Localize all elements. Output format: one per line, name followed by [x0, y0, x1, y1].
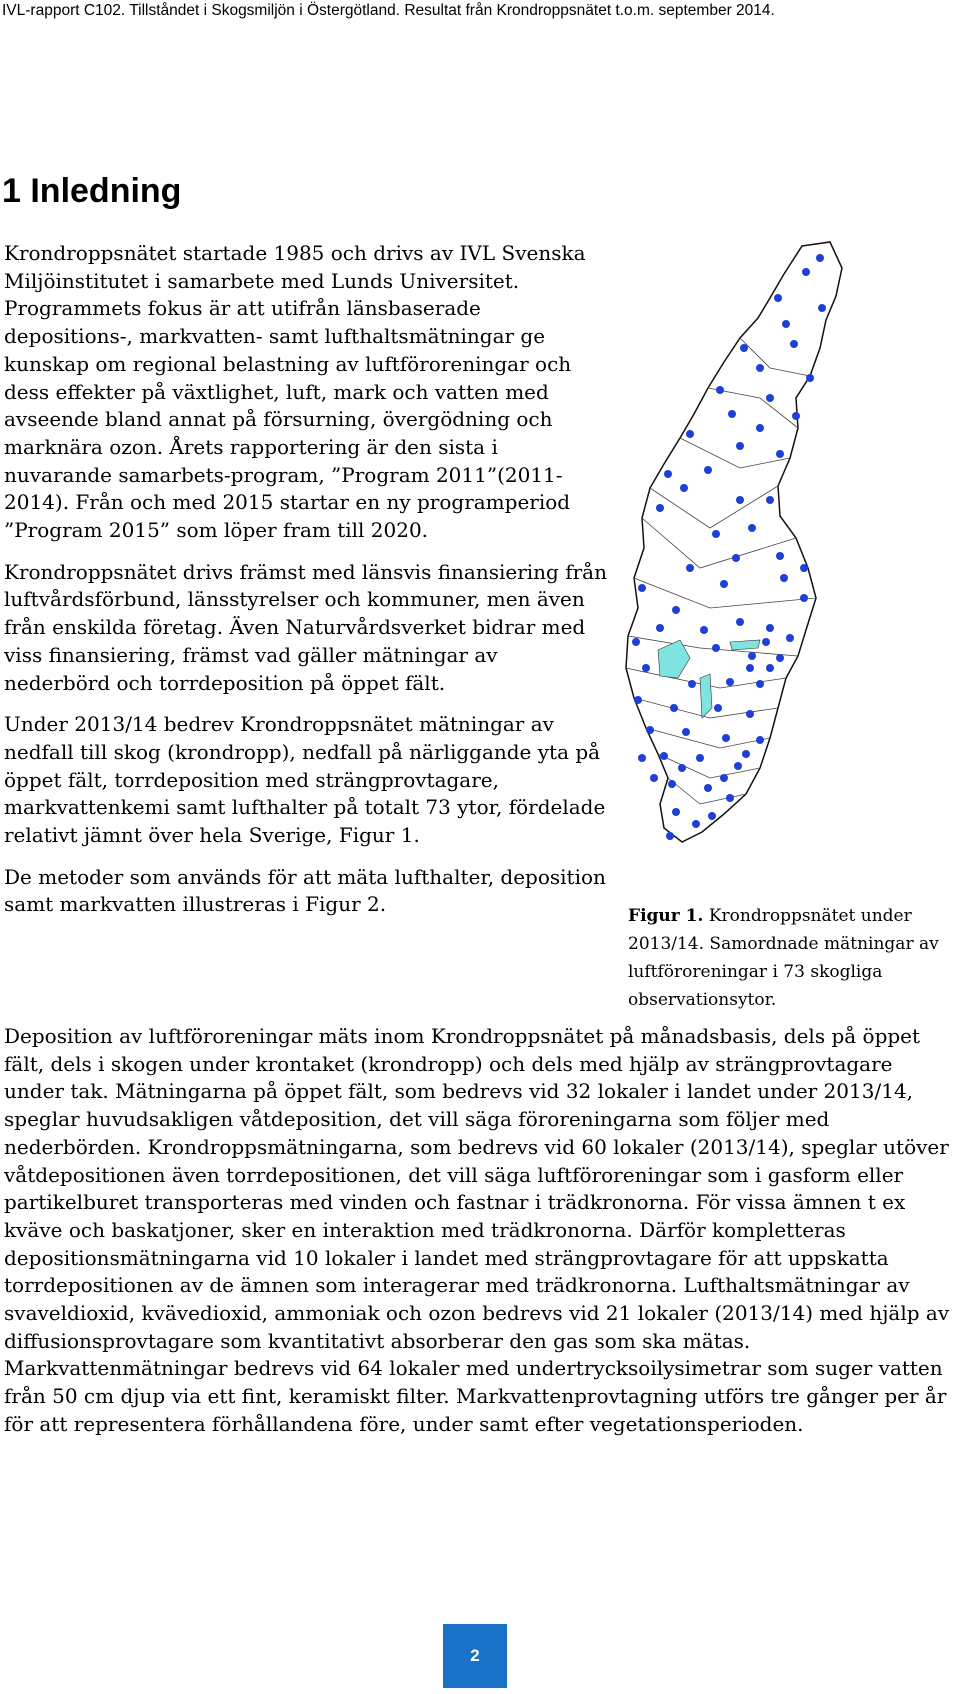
page-number: 2 [443, 1624, 507, 1688]
paragraph-methods: De metoder som används för att mäta lufthalter, deposition samt markvatten illustreras i Figur 2. [4, 864, 606, 917]
figure-label: Figur 1. [628, 906, 704, 926]
intro-column [4, 240, 608, 933]
section-title: 1 Inledning [2, 172, 182, 210]
paragraph-deposition: Deposition av luftföroreningar mäts inom Krondroppsnätet på månadsbasis, dels på öppet fält, dels i skogen under krontaket (krondropp) och dels med hjälp av strängprovtagare under tak. Mätningarna på öppet fält, som bedrevs vid 32 lokaler i landet under 2013/14, speglar huvudsakligen våtdeposition, det vill säga föroreningarna som följer med nederbörden. Krondroppsmätningarna, som bedrevs vid 60 lokaler (2013/14), speglar utöver våtdepositionen även torrdepositionen, det vill säga luftföroreningar som i gasform eller partikelburet transporteras med vinden och fastnar i trädkronorna. För vissa ämnen t ex kväve och baskatjoner, sker en interaktion med trädkronorna. Därför kompletteras depositionsmätningarna vid 10 lokaler i landet med strängprovtagare för att uppskatta torrdepositionen av de ämnen som interagerar med trädkronorna. Lufthaltsmätningar av svaveldioxid, kvävedioxid, ammoniak och ozon bedrevs vid 21 lokaler (2013/14) med hjälp av diffusionsprovtagare som kvantitativt absorberar den gas som ska mätas. Markvattenmätningar bedrevs vid 64 lokaler med undertrycksoilysimetrar som suger vatten från 50 cm djup via ett fint, keramiskt filter. Markvattenprovtagning utförs tre gånger per år för att representera förhållandena före, under samt efter vegetationsperioden. [4, 1024, 950, 1436]
figure-caption [628, 902, 948, 1014]
sweden-map [620, 238, 860, 898]
paragraph-funding: Krondroppsnätet drivs främst med länsvis finansiering från luftvårdsförbund, länsstyrelser och kommuner, men även från enskilda företag. Även Naturvårdsverket bidrar med viss finansiering, främst vad gäller mätningar av nederbörd och torrdeposition på öppet fält. [4, 559, 607, 695]
sweden-outline [626, 242, 842, 842]
sweden-map-figure [620, 238, 860, 898]
figure-caption-text: Krondroppsnätet under 2013/14. Samordnade mätningar av luftföroreningar i 73 skogliga observationsytor. [628, 906, 939, 1010]
paragraph-intro: Krondroppsnätet startade 1985 och drivs av IVL Svenska Miljöinstitutet i samarbete med Lunds Universitet. Programmets fokus är att utifrån länsbaserade depositions-, markvatten- samt lufthaltsmätningar ge kunskap om regional belastning av luftföroreningar och dess effekter på växtlighet, luft, mark och vatten med avseende bland annat på försurning, övergödning och marknära ozon. Årets rapportering är den sista i nuvarande samarbets-program, ”Program 2011”(2011-2014). Från och med 2015 startar en ny programperiod ”Program 2015” som löper fram till 2020. [4, 241, 586, 543]
report-header: IVL-rapport C102. Tillståndet i Skogsmiljön i Östergötland. Resultat från Krondroppsnätet t.o.m. september 2014. [2, 2, 775, 19]
paragraph-measurements: Under 2013/14 bedrev Krondroppsnätet mätningar av nedfall till skog (krondropp), nedfall på närliggande yta på öppet fält, torrdeposition med strängprovtagare, markvattenkemi samt lufthalter på totalt 73 ytor, fördelade relativt jämnt över hela Sverige, Figur 1. [4, 712, 606, 848]
